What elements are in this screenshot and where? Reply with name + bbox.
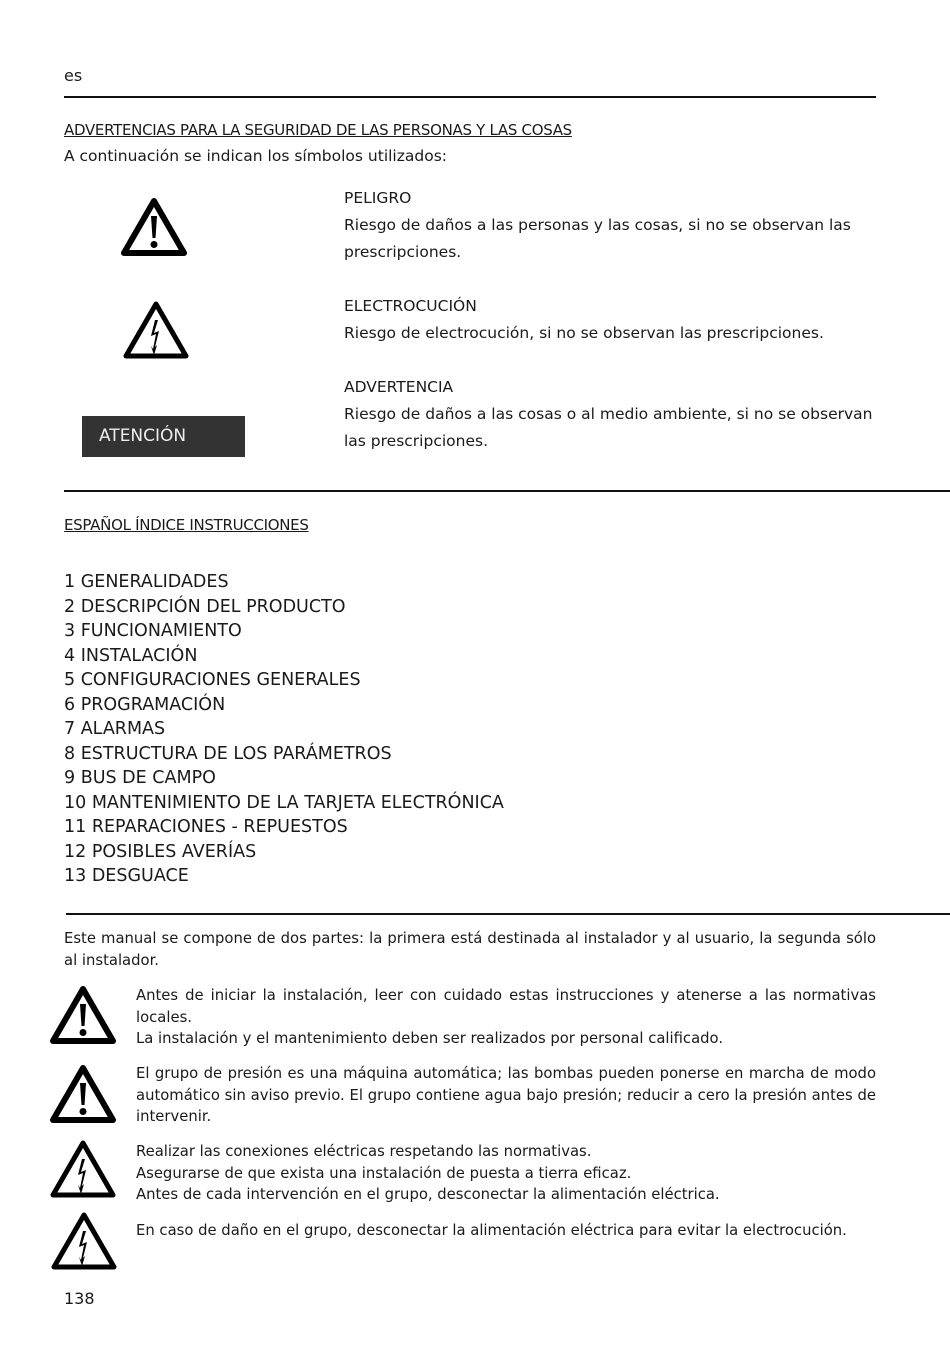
- divider: [66, 913, 950, 915]
- symbol-text: Riesgo de daños a las cosas o al medio ambiente, si no se observan las prescripciones.: [344, 405, 873, 450]
- warning-block: [136, 985, 876, 1050]
- toc-item: 7 ALARMAS: [64, 719, 166, 739]
- warning-block: [136, 1063, 876, 1128]
- symbol-title: PELIGRO: [344, 189, 412, 207]
- symbol-title: ADVERTENCIA: [344, 378, 454, 396]
- toc-item: 13 DESGUACE: [64, 866, 189, 886]
- warning-line: En caso de daño en el grupo, desconectar la alimentación eléctrica para evitar la electrocución.: [136, 1222, 847, 1239]
- symbol-text: Riesgo de electrocución, si no se observan las prescripciones.: [344, 324, 824, 342]
- safety-heading: ADVERTENCIAS PARA LA SEGURIDAD DE LAS PERSONAS Y LAS COSAS: [64, 121, 572, 139]
- toc-item: 10 MANTENIMIENTO DE LA TARJETA ELECTRÓNICA: [64, 792, 504, 813]
- warning-line: Asegurarse de que exista una instalación de puesta a tierra eficaz.: [136, 1164, 632, 1182]
- symbol-title: ELECTROCUCIÓN: [344, 297, 477, 315]
- symbol-text: Riesgo de daños a las personas y las cosas, si no se observan las prescripciones.: [344, 216, 851, 261]
- danger-triangle-icon: [120, 196, 190, 260]
- symbol-electrocution: [344, 293, 884, 347]
- table-of-contents: [64, 570, 504, 889]
- symbol-danger: [344, 185, 884, 266]
- warning-line: Realizar las conexiones eléctricas respetando las normativas.: [136, 1143, 592, 1160]
- toc-item: 11 REPARACIONES - REPUESTOS: [64, 817, 348, 837]
- divider: [64, 490, 950, 492]
- toc-item: 3 FUNCIONAMIENTO: [64, 621, 242, 641]
- danger-triangle-icon: [49, 1063, 119, 1127]
- toc-item: 5 CONFIGURACIONES GENERALES: [64, 670, 361, 690]
- toc-item: 9 BUS DE CAMPO: [64, 768, 216, 788]
- electrocution-triangle-icon: [122, 299, 192, 363]
- warning-line: La instalación y el mantenimiento deben ser realizados por personal calificado.: [136, 1030, 724, 1047]
- warning-line: El grupo de presión es una máquina automática; las bombas pueden ponerse en marcha de modo automático sin aviso previo. El grupo contiene agua bajo presión; reducir a cero la presión antes de intervenir.: [136, 1065, 876, 1125]
- electrocution-triangle-icon: [49, 1138, 119, 1202]
- safety-intro: A continuación se indican los símbolos utilizados:: [64, 147, 447, 165]
- index-heading: ESPAÑOL ÍNDICE INSTRUCCIONES: [64, 516, 309, 534]
- page-number: 138: [64, 1289, 95, 1308]
- warning-block: [136, 1141, 876, 1206]
- warning-line: Antes de iniciar la instalación, leer con cuidado estas instrucciones y atenerse a las normativas locales.: [136, 987, 876, 1026]
- danger-triangle-icon: [49, 984, 119, 1048]
- divider: [64, 96, 876, 98]
- warning-block: [136, 1220, 876, 1242]
- manual-intro: Este manual se compone de dos partes: la primera está destinada al instalador y al usuario, la segunda sólo al instalador.: [64, 930, 876, 969]
- attention-badge: ATENCIÓN: [82, 416, 245, 457]
- language-code: es: [64, 66, 83, 85]
- toc-item: 12 POSIBLES AVERÍAS: [64, 841, 257, 862]
- electrocution-triangle-icon: [50, 1210, 120, 1274]
- toc-item: 1 GENERALIDADES: [64, 572, 229, 592]
- toc-item: 2 DESCRIPCIÓN DEL PRODUCTO: [64, 596, 346, 617]
- toc-item: 8 ESTRUCTURA DE LOS PARÁMETROS: [64, 743, 392, 764]
- toc-item: 4 INSTALACIÓN: [64, 645, 198, 666]
- symbol-warning: [344, 374, 884, 455]
- toc-item: 6 PROGRAMACIÓN: [64, 694, 226, 715]
- warning-line: Antes de cada intervención en el grupo, desconectar la alimentación eléctrica.: [136, 1186, 720, 1203]
